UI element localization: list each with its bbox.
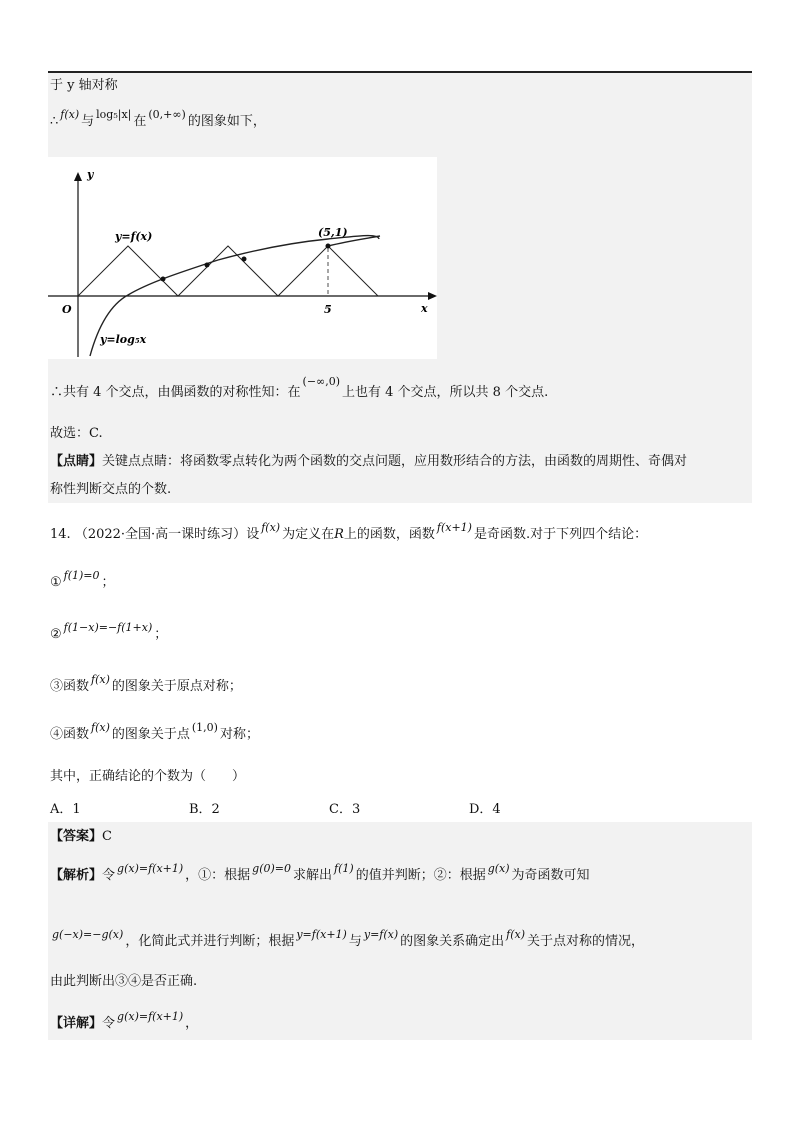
text-part: 的值并判断；②：根据 — [355, 868, 486, 883]
math-expr: g(x)=f(x+1) — [117, 862, 184, 875]
analysis-line-1 — [50, 862, 590, 886]
tag-answer: 【答案】 — [50, 829, 103, 844]
text-part: ； — [154, 627, 168, 642]
text-part: 的图象关系确定出 — [400, 934, 505, 949]
tick-label-5: 5 — [324, 303, 332, 316]
tag-analysis: 【解析】 — [50, 868, 103, 883]
question-number: 14. — [50, 527, 71, 542]
math-expr: g(0)=0 — [252, 862, 292, 875]
origin-label: O — [62, 303, 72, 316]
y-axis-label: y — [87, 168, 94, 181]
math-fx1: f(x+1) — [436, 521, 472, 534]
text-part: 上的函数，函数 — [343, 527, 435, 542]
math-expr: f(x) — [91, 673, 110, 686]
math-expr: f(x) — [91, 721, 110, 734]
math-expr: f(1−x)=−f(1+x) — [63, 621, 153, 634]
solution-line-5 — [50, 452, 687, 472]
question-14-stem — [50, 521, 648, 545]
text-part: ，化简此式并进行判断；根据 — [125, 934, 295, 949]
math-point: (1,0) — [191, 721, 218, 734]
text-part: 设 — [246, 527, 260, 542]
text-part: ③函数 — [50, 679, 90, 694]
periodic-function-curve — [78, 246, 378, 296]
conclusion-4 — [50, 721, 259, 745]
label-log-curve: y=log₅x — [100, 333, 147, 346]
solution-line-6: 称性判断交点的个数. — [50, 482, 172, 497]
math-fx: f(x) — [261, 521, 281, 534]
math-expr: f(1)=0 — [63, 569, 100, 582]
intersection-point — [326, 244, 331, 249]
circled-number: ① — [50, 575, 62, 590]
text-part: 关键点点睛：将函数零点转化为两个函数的交点问题，应用数形结合的方法，由函数的周期性、奇偶对 — [102, 454, 688, 469]
text-part: 为奇函数可知 — [511, 868, 590, 883]
math-log: log₅|x| — [96, 108, 132, 121]
question-ask: 其中，正确结论的个数为（ ） — [50, 769, 246, 784]
text-part: 上也有 4 个交点，所以共 8 个交点. — [342, 385, 549, 400]
math-fx: f(x) — [60, 108, 80, 121]
label-point: (5,1) — [318, 226, 348, 239]
tag-key-point: 【点睛】 — [50, 454, 103, 469]
x-axis-label: x — [421, 302, 428, 315]
circled-number: ② — [50, 627, 62, 642]
conclusion-2 — [50, 621, 168, 645]
math-interval: (0,+∞) — [148, 108, 186, 121]
text-part: ④函数 — [50, 727, 90, 742]
option-c: C．3 — [329, 802, 361, 817]
solution-line-2 — [50, 108, 266, 132]
text-and: 与 — [81, 114, 95, 129]
analysis-line-3: 由此判断出③④是否正确. — [50, 974, 198, 989]
option-a: A．1 — [50, 802, 81, 817]
solution-line-3 — [50, 375, 549, 403]
conclusion-1 — [50, 569, 115, 593]
text-part: 令 — [102, 1016, 116, 1031]
text-part: 对称； — [219, 727, 259, 742]
solution-line-4: 故选：C. — [50, 426, 103, 441]
text-part: ； — [101, 575, 115, 590]
text-part: 与 — [348, 934, 362, 949]
math-expr: f(x) — [506, 928, 526, 941]
intersection-point — [242, 257, 247, 262]
answer-line — [50, 827, 112, 847]
analysis-line-2 — [50, 928, 645, 952]
text-part: 令 — [102, 868, 116, 883]
conclusion-3 — [50, 673, 242, 697]
intersection-point — [161, 277, 166, 282]
text-part: 为定义在 — [282, 527, 335, 542]
text-part: 求解出 — [293, 868, 333, 883]
math-expr: g(x)=f(x+1) — [117, 1010, 184, 1023]
detail-line — [50, 1010, 199, 1034]
math-R: R — [334, 527, 344, 542]
question-source: （2022·全国·高一课时练习） — [74, 527, 247, 542]
label-f-curve: y=f(x) — [115, 230, 153, 243]
x-axis-arrow — [428, 292, 437, 300]
y-axis-arrow — [74, 172, 82, 181]
tag-detail: 【详解】 — [50, 1016, 103, 1031]
answer-value: C — [102, 829, 112, 844]
intersection-point — [205, 263, 210, 268]
therefore-symbol: ∴ — [50, 114, 59, 129]
math-neg-interval: (−∞,0) — [302, 375, 341, 388]
text-part: 是奇函数.对于下列四个结论： — [473, 527, 648, 542]
graph-svg — [48, 157, 437, 359]
text-in: 在 — [133, 114, 147, 129]
text-part: 关于点对称的情况， — [527, 934, 645, 949]
answer-block-shade — [48, 822, 752, 1040]
function-graph-figure — [48, 157, 437, 359]
math-expr: y=f(x) — [363, 928, 399, 941]
math-expr: y=f(x+1) — [296, 928, 347, 941]
option-b: B．2 — [189, 802, 220, 817]
math-expr: g(x) — [487, 862, 510, 875]
text-rest: 的图象如下， — [187, 114, 266, 129]
text-part: ， — [185, 1016, 199, 1031]
text-part: 的图象关于原点对称； — [111, 679, 242, 694]
option-d: D．4 — [469, 802, 501, 817]
text-part: ，①：根据 — [185, 868, 251, 883]
solution-line-1: 于 y 轴对称 — [50, 78, 118, 93]
math-expr: g(−x)=−g(x) — [52, 928, 124, 941]
math-expr: f(1) — [334, 862, 354, 875]
text-part: 的图象关于点 — [111, 727, 190, 742]
text-part: ∴共有 4 个交点，由偶函数的对称性知：在 — [50, 385, 301, 400]
